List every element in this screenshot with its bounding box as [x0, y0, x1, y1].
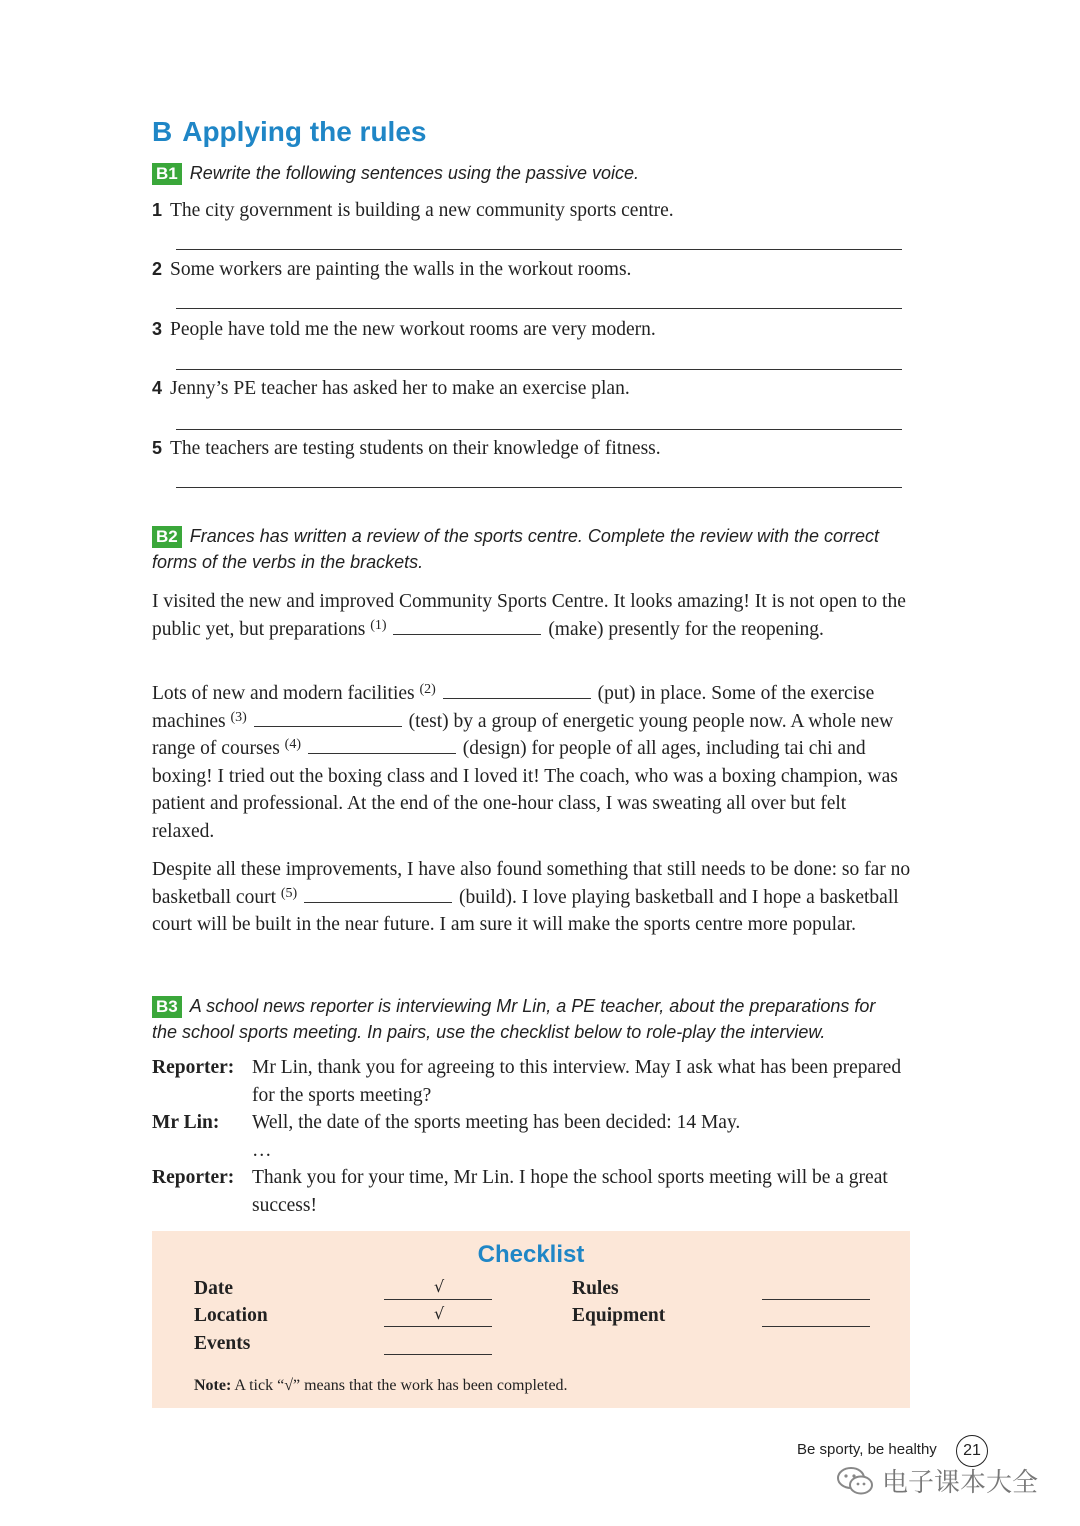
section-title — [152, 116, 426, 148]
b1-question-4: 4 Jenny’s PE teacher has asked her to make an exercise plan. — [152, 378, 630, 399]
b1-question-5: 5 The teachers are testing students on their knowledge of fitness. — [152, 438, 661, 459]
b3-badge: B3 — [152, 996, 182, 1018]
b1-question-1: 1 The city government is building a new community sports centre. — [152, 200, 674, 221]
b1-answer-line-1[interactable] — [176, 249, 902, 250]
blank-4[interactable] — [308, 752, 456, 754]
section-heading: Applying the rules — [182, 116, 427, 147]
checklist-line-date[interactable] — [384, 1299, 492, 1300]
checklist-label-date: Date — [194, 1278, 233, 1299]
tick-icon: √ — [434, 1304, 445, 1323]
checklist-box — [152, 1231, 910, 1408]
blank-2[interactable] — [443, 697, 591, 699]
checklist-line-location[interactable] — [384, 1326, 492, 1327]
b1-answer-line-4[interactable] — [176, 429, 902, 430]
dialogue-row: Reporter: Mr Lin, thank you for agreeing to this interview. May I ask what has been prepared for the sports meeting? — [152, 1057, 902, 1106]
section-letter: B — [152, 116, 173, 147]
page-number: 21 — [956, 1435, 988, 1467]
b1-badge: B1 — [152, 163, 182, 185]
blank-1[interactable] — [393, 633, 541, 635]
watermark-text: 电子课本大全 — [882, 1468, 1039, 1498]
blank-3[interactable] — [254, 725, 402, 727]
dialogue-row: … — [252, 1139, 272, 1161]
tick-icon: √ — [434, 1277, 445, 1296]
checklist-note: Note: A tick “√” means that the work has been completed. — [194, 1377, 568, 1394]
checklist-label-location: Location — [194, 1305, 268, 1326]
checklist-line-events[interactable] — [384, 1354, 492, 1355]
b1-header — [152, 160, 892, 186]
interview-dialogue — [152, 1054, 912, 1219]
dialogue-row: Reporter: Thank you for your time, Mr Lin. I hope the school sports meeting will be a great success! — [152, 1167, 888, 1216]
b1-question-2: 2 Some workers are painting the walls in the workout rooms. — [152, 259, 632, 280]
b1-instruction: Rewrite the following sentences using the passive voice. — [189, 163, 639, 183]
checklist-label-events: Events — [194, 1333, 251, 1354]
b2-instruction: Frances has written a review of the sports centre. Complete the review with the correct forms of the verbs in the brackets. — [152, 526, 880, 572]
review-paragraph-3: Despite all these improvements, I have also found something that still needs to be done: so far no basketball court $^{(5)}$ (build). I love playing basketball and I hope a basketball court will be built in the near future. I am sure it will make the sports centre more popular. — [152, 859, 911, 935]
checklist-label-equipment: Equipment — [572, 1305, 666, 1326]
review-paragraph-2: Lots of new and modern facilities $^{(2)}$ (put) in place. Some of the exercise machines $^{(3)}$ (test) by a group of energetic young people now. A whole new range of courses $^{(4)}$ (design) for people of all ages, including tai chi and boxing! I tried out the boxing class and I loved it! The coach, who was a boxing champion, was patient and professional. At the end of the one-hour class, I was sweating all over but felt relaxed. — [152, 682, 898, 842]
checklist-title: Checklist — [477, 1241, 585, 1268]
watermark — [836, 1462, 1038, 1499]
blank-5[interactable] — [304, 901, 452, 903]
b1-answer-line-3[interactable] — [176, 369, 902, 370]
b2-header — [152, 523, 892, 575]
b3-instruction: A school news reporter is interviewing Mr Lin, a PE teacher, about the preparations for the school sports meeting. In pairs, use the checklist below to role-play the interview. — [152, 996, 876, 1042]
wechat-icon — [836, 1466, 874, 1496]
b1-answer-line-5[interactable] — [176, 487, 902, 488]
checklist-line-rules[interactable] — [762, 1299, 870, 1300]
review-paragraph-1: I visited the new and improved Community Sports Centre. It looks amazing! It is not open to the public yet, but preparations $^{(1)}$ (make) presently for the reopening. — [152, 591, 906, 640]
dialogue-row: Mr Lin: Well, the date of the sports meeting has been decided: 14 May. — [152, 1112, 741, 1133]
b1-answer-line-2[interactable] — [176, 308, 902, 309]
b2-badge: B2 — [152, 526, 182, 548]
b1-question-3: 3 People have told me the new workout rooms are very modern. — [152, 319, 656, 340]
b3-header — [152, 993, 892, 1045]
footer-unit-title: Be sporty, be healthy — [797, 1441, 937, 1458]
checklist-label-rules: Rules — [572, 1278, 619, 1299]
checklist-line-equipment[interactable] — [762, 1326, 870, 1327]
